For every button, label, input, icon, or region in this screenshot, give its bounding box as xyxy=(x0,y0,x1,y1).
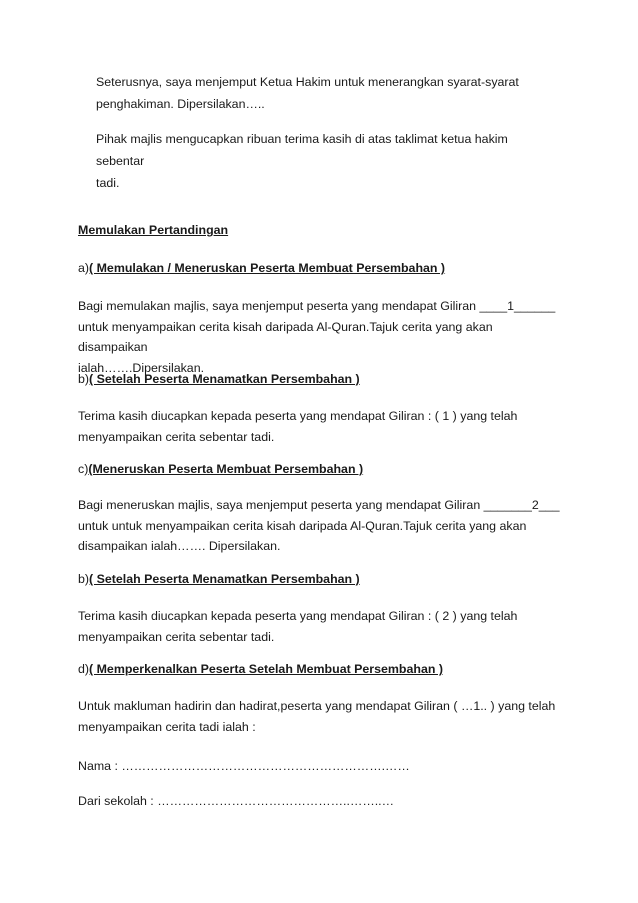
text-line: menyampaikan cerita sebentar tadi. xyxy=(78,629,275,644)
sekolah-line: Dari sekolah : ………………………………………..……..… xyxy=(78,794,394,808)
intro-paragraph-2 xyxy=(96,128,556,194)
subsection-c-body xyxy=(78,495,560,557)
subsection-c-heading xyxy=(78,460,560,478)
subsection-a-body xyxy=(78,296,560,378)
text-line: menyampaikan cerita tadi ialah : xyxy=(78,719,256,734)
text-line: tadi. xyxy=(96,176,120,190)
subsection-a-heading xyxy=(78,259,560,277)
subsection-title: ( Memulakan / Meneruskan Peserta Membuat Persembahan ) xyxy=(89,261,446,275)
subsection-title: ( Setelah Peserta Menamatkan Persembahan ) xyxy=(89,572,360,586)
text-line: Terima kasih diucapkan kepada peserta yang mendapat Giliran : ( 1 ) yang telah xyxy=(78,409,518,423)
subsection-label: b) xyxy=(78,572,90,586)
text-line: ialah…….Dipersilakan. xyxy=(78,360,205,375)
text-line: Bagi memulakan majlis, saya menjemput peserta yang mendapat Giliran ____1______ xyxy=(78,299,556,313)
subsection-b1-body xyxy=(78,406,560,447)
intro-paragraph-1 xyxy=(96,71,556,115)
subsection-title: ( Memperkenalkan Peserta Setelah Membuat Persembahan ) xyxy=(89,662,443,676)
text-line: disampaikan ialah……. Dipersilakan. xyxy=(78,539,281,553)
subsection-title: ( Setelah Peserta Menamatkan Persembahan ) xyxy=(89,372,360,386)
text-line: menyampaikan cerita sebentar tadi. xyxy=(78,429,275,444)
nama-line: Nama : ……………………………………………………….…… xyxy=(78,759,410,773)
text-line: Untuk makluman hadirin dan hadirat,peserta yang mendapat Giliran ( …1.. ) yang telah xyxy=(78,699,556,713)
text-line: Bagi meneruskan majlis, saya menjemput peserta yang mendapat Giliran _______2___ xyxy=(78,498,560,512)
text-line: Seterusnya, saya menjemput Ketua Hakim untuk menerangkan syarat-syarat xyxy=(96,75,519,89)
subsection-label: d) xyxy=(78,662,90,676)
text-line: untuk menyampaikan cerita kisah daripada Al-Quran.Tajuk cerita yang akan disampaikan xyxy=(78,319,493,354)
text-line: Terima kasih diucapkan kepada peserta yang mendapat Giliran : ( 2 ) yang telah xyxy=(78,609,518,623)
subsection-d-heading xyxy=(78,660,560,678)
subsection-b2-heading xyxy=(78,570,560,588)
subsection-label: c) xyxy=(78,462,89,476)
subsection-d-body xyxy=(78,696,560,737)
text-line: untuk untuk menyampaikan cerita kisah daripada Al-Quran.Tajuk cerita yang akan xyxy=(78,518,527,533)
text-line: penghakiman. Dipersilakan….. xyxy=(96,97,265,111)
subsection-b1-heading xyxy=(78,370,560,388)
text-line: Pihak majlis mengucapkan ribuan terima kasih di atas taklimat ketua hakim sebentar xyxy=(96,132,508,168)
subsection-label: b) xyxy=(78,372,90,386)
subsection-b2-body xyxy=(78,606,560,647)
subsection-title: (Meneruskan Peserta Membuat Persembahan ) xyxy=(88,462,364,476)
section-title: Memulakan Pertandingan xyxy=(78,223,229,237)
subsection-label: a) xyxy=(78,261,90,275)
